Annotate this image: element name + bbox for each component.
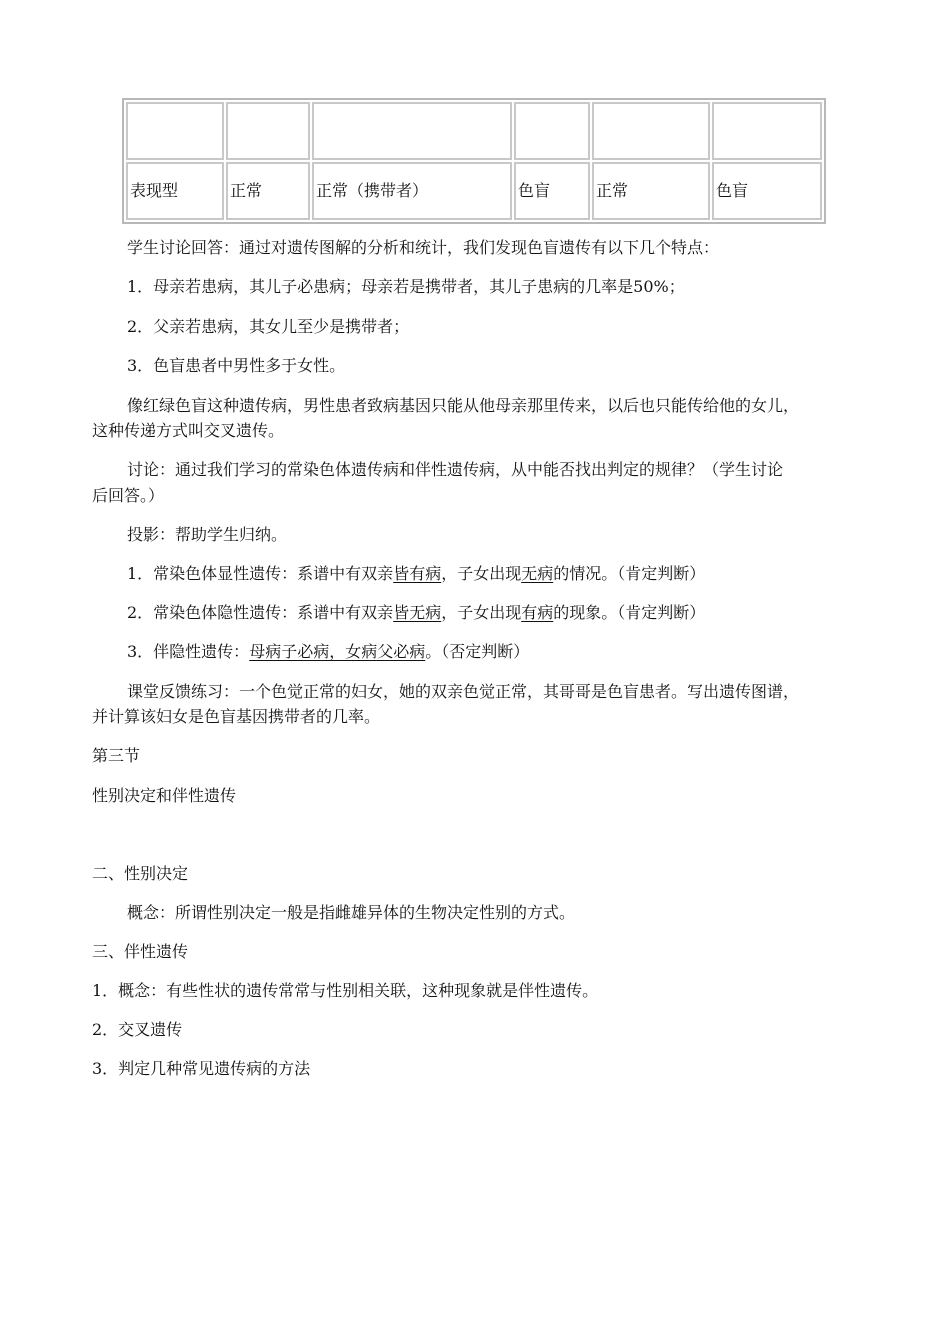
table-cell [312,102,512,160]
sex-linked-concept: 1．概念：有些性状的遗传常常与性别相关联，这种现象就是伴性遗传。 [92,981,599,1000]
table-cell [712,102,822,160]
feedback-para-2: 并计算该妇女是色盲基因携带者的几率。 [92,707,381,726]
rule-1: 1．常染色体显性遗传：系谱中有双亲皆有病，子女出现无病的情况。（肯定判断） [127,564,706,583]
table-cell: 正常 [592,162,710,220]
table-cell [226,102,310,160]
cross-inheritance-para-2: 这种传递方式叫交叉遗传。 [92,421,285,440]
section-heading: 第三节 [92,746,141,765]
discussion-answer: 学生讨论回答：通过对遗传图解的分析和统计，我们发现色盲遗传有以下几个特点： [127,238,720,257]
table-cell: 色盲 [514,162,590,220]
feature-3: 3．色盲患者中男性多于女性。 [127,356,346,375]
projection-para: 投影：帮助学生归纳。 [127,525,288,544]
method-item: 3．判定几种常见遗传病的方法 [92,1059,311,1078]
table-cell [126,102,224,160]
cross-inheritance-item: 2．交叉遗传 [92,1020,183,1039]
phenotype-table [122,98,826,224]
subsection-sex-determination: 二、性别决定 [92,864,189,883]
table-cell: 正常（携带者） [312,162,512,220]
discussion-para-1: 讨论：通过我们学习的常染色体遗传病和伴性遗传病，从中能否找出判定的规律？（学生讨论 [127,460,784,479]
discussion-para-2: 后回答。） [92,486,165,505]
rule-2: 2．常染色体隐性遗传：系谱中有双亲皆无病，子女出现有病的现象。（肯定判断） [127,603,706,622]
concept-sex-determination: 概念：所谓性别决定一般是指雌雄异体的生物决定性别的方式。 [127,903,576,922]
table-cell [592,102,710,160]
table-row [126,102,822,160]
subsection-sex-linked: 三、伴性遗传 [92,942,189,961]
feature-2: 2．父亲若患病，其女儿至少是携带者； [127,317,410,336]
feature-1: 1．母亲若患病，其儿子必患病；母亲若是携带者，其儿子患病的几率是50%； [127,277,685,296]
table-cell: 正常 [226,162,310,220]
table-row [126,162,822,220]
cross-inheritance-para-1: 像红绿色盲这种遗传病，男性患者致病基因只能从他母亲那里传来，以后也只能传给他的女儿， [127,396,800,415]
table-cell [514,102,590,160]
table-cell: 表现型 [126,162,224,220]
table-cell: 色盲 [712,162,822,220]
section-title: 性别决定和伴性遗传 [92,786,237,805]
rule-3: 3．伴隐性遗传：母病子必病，女病父必病。（否定判断） [127,642,530,661]
feedback-para-1: 课堂反馈练习：一个色觉正常的妇女，她的双亲色觉正常，其哥哥是色盲患者。写出遗传图谱， [127,682,800,701]
